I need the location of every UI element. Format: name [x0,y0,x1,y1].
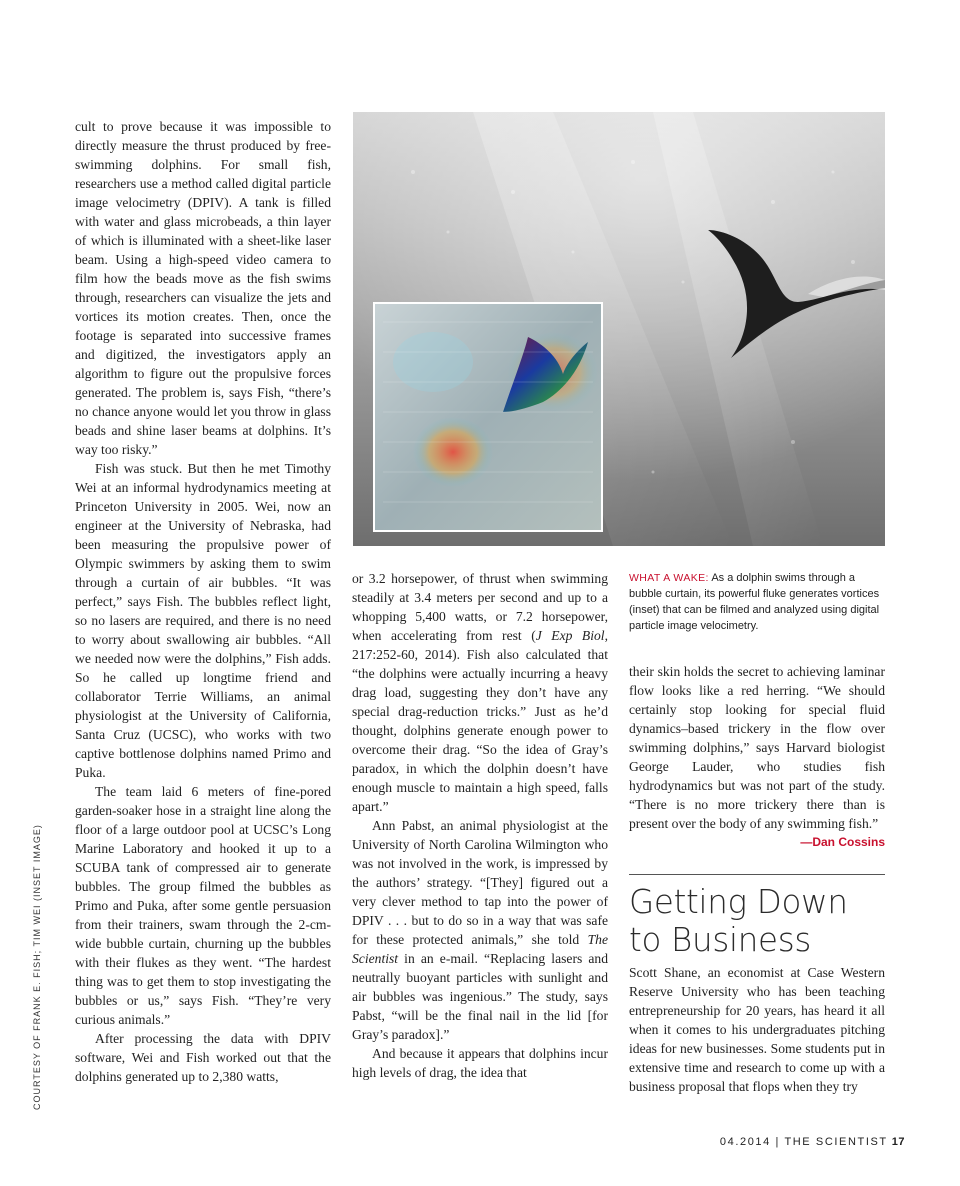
text-run: or 3.2 horsepower, of thrust when swimming steadily at 3.4 meters per second and up to a whopping 5,400 watts, or 7.2 horsepower, when accelerating from rest ( [352,571,608,643]
paragraph: Scott Shane, an economist at Case Western Reserve University who has been teaching entrepreneurship for 20 years, has heard it all when it comes to his undergraduates pitching ideas for new businesses. Some students put in extensive time and research to come up with a business proposal that flops when they try [629,965,885,1094]
journal-title: J Exp Biol [535,628,605,643]
page-footer [720,1136,905,1148]
paragraph: After processing the data with DPIV software, Wei and Fish worked out that the dolphins generated up to 2,380 watts, [75,1031,331,1084]
page-number: 17 [891,1136,905,1148]
article-column-3 [629,662,885,852]
paragraph [629,662,885,849]
text-run: , 217:252-60, 2014). Fish also calculated that “the dolphins were actually incurring a heavy drag load, suggesting they don’t have any special drag-reduction tricks.” Just as he’d thought, dolphins generate enough power to overcome their drag. “So the idea of Gray’s paradox, in which the dolphin doesn’t have enough muscle to maintain a high speed, falls apart.” [352,628,608,814]
paragraph [352,569,608,816]
text-run: in an e-mail. “Replacing lasers and neutrally buoyant particles with sunlight and air bubbles was ingenious.” The study, says Pabst, “will be the final nail in the lid [for Gray’s paradox].” [352,951,608,1042]
section-title: Getting Down to Business [629,883,848,959]
text-run: their skin holds the secret to achieving laminar flow looks like a red herring. “We should certainly stop looking for special fluid dynamics–based trickery in the flow over swimming dolphins,” says Harvard biologist George Lauder, who studies fish hydrodynamics but was not part of the study. “There is no more trickery there than is present over the body of any swimming fish.” [629,664,885,831]
caption-text: As a dolphin swims through a bubble curtain, its powerful fluke generates vortices (inset) that can be filmed and analyzed using digital particle image velocimetry. [629,572,880,632]
dpiv-inset-image [373,302,603,532]
paragraph: Fish was stuck. But then he met Timothy Wei at an informal hydrodynamics meeting at Princeton University in 2005. Wei, now an engineer at the University of Nebraska, had been measuring the propulsive power of Olympic swimmers by asking them to swim through a curtain of air bubbles. “It was perfect,” says Fish. The bubbles reflect light, so no lasers are required, and there is no need to worry about swallowing air bubbles. “All we needed now were the dolphins,” Fish adds. So he called up longtime friend and collaborator Terrie Williams, an animal physiologist at the University of California, Santa Cruz (UCSC), who works with two captive bottlenose dolphins named Primo and Puka. [75,461,331,780]
publication-title: The Scientist [352,932,608,966]
article-column-2 [352,569,608,1082]
text-run: Ann Pabst, an animal physiologist at the University of North Carolina Wilmington who was not involved in the work, is impressed by the authors’ strategy. “[They] figured out a very clever method to tap into the power of DPIV . . . but to do so in a way that was safe for these protected animals,” she told [352,818,608,947]
photo-caption [629,570,885,634]
paragraph: And because it appears that dolphins incur high levels of drag, the idea that [352,1046,608,1080]
caption-heading: WHAT A WAKE: [629,572,709,584]
section-divider [629,874,885,875]
paragraph: The team laid 6 meters of fine-pored garden-soaker hose in a straight line along the floor of a large outdoor pool at UCSC’s Long Marine Laboratory and hooked it up to a SCUBA tank of compressed air to generate bubbles. The group filmed the bubbles as Primo and Puka, after some gentle persuasion from their trainers, swam through the 2-cm-wide bubble curtain, churning up the bubbles with their flukes as they went. “The hardest thing was to get them to stop investigating the bubbles or us,” says Fish. “They’re very curious animals.” [75,784,331,1027]
photo-credit: COURTESY OF FRANK E. FISH; TIM WEI (INSET IMAGE) [32,824,42,1110]
issue-label: 04.2014 | THE SCIENTIST [719,1136,888,1148]
section-column [629,963,885,1096]
paragraph: cult to prove because it was impossible to directly measure the thrust produced by free-swimming dolphins. For small fish, researchers use a method called digital particle image velocimetry (DPIV). A tank is filled with water and glass microbeads, a thin layer of which is illuminated with a sheet-like laser beam. Using a high-speed video camera to film how the beads move as the fish swims through, researchers can visualize the jets and vortices its motion creates. Then, once the footage is separated into successive frames and digitized, the investigators apply an algorithm to figure out the propulsive forces generated. The problem is, says Fish, “there’s no chance anyone would let you throw in glass beads and shine laser beams at dolphins. It’s way too risky.” [75,119,331,457]
dolphin-fluke-photo [353,112,885,546]
author-byline: —Dan Cossins [800,835,885,849]
article-column-1 [75,117,331,1086]
paragraph [352,816,608,1044]
